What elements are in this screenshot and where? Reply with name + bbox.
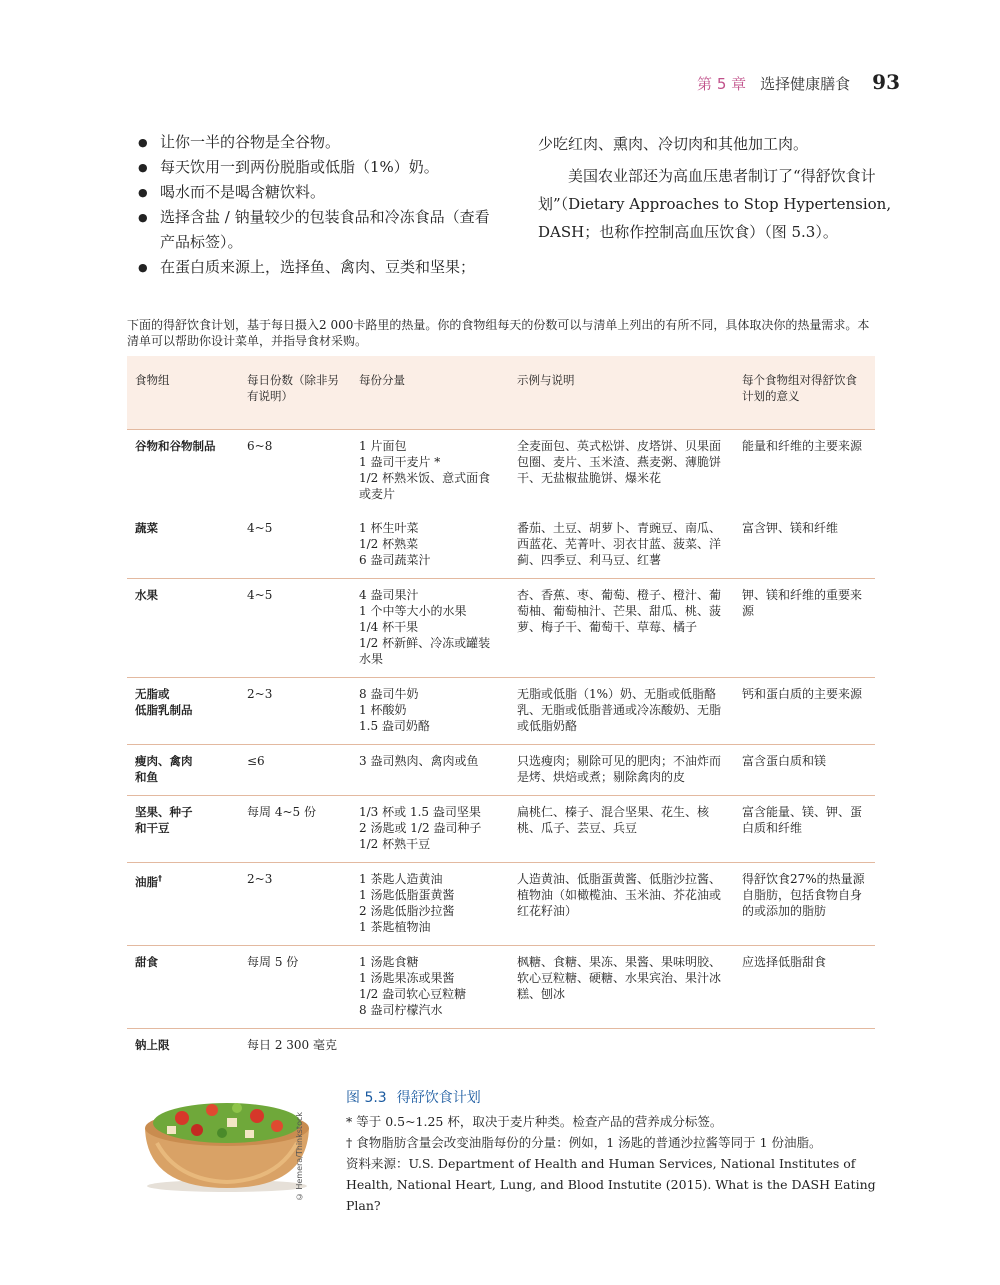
list-item: ● 每天饮用一到两份脱脂或低脂（1%）奶。 xyxy=(138,155,498,180)
food-group-cell xyxy=(127,745,239,796)
cell-line: 富含钾、镁和纤维 xyxy=(742,521,839,535)
cell-line: 8 盎司柠檬汽水 xyxy=(359,1003,443,1017)
cell-line: 油脂 xyxy=(135,874,158,889)
cell-line: 1 杯酸奶 xyxy=(359,703,407,717)
cell-line: 低脂乳制品 xyxy=(135,703,193,717)
serving-size-cell xyxy=(351,863,509,946)
column-header: 每日份数（除非另有说明） xyxy=(239,356,351,430)
serving-size-cell xyxy=(351,796,509,863)
table-row xyxy=(127,745,875,796)
examples-cell xyxy=(509,678,734,745)
cell-line: 全麦面包、英式松饼、皮塔饼、贝果面包圈、麦片、玉米渣、燕麦粥、薄脆饼干、无盐椒盐脆饼、爆米花 xyxy=(517,439,722,485)
table-row xyxy=(127,946,875,1029)
examples-cell xyxy=(509,579,734,678)
table-header-row xyxy=(127,356,875,430)
food-group-cell xyxy=(127,796,239,863)
cell-line: 扁桃仁、榛子、混合坚果、花生、核桃、瓜子、芸豆、兵豆 xyxy=(517,805,710,835)
cell-line: 坚果、种子 xyxy=(135,805,193,819)
page-header xyxy=(697,70,900,94)
cell-line: 1 茶匙植物油 xyxy=(359,920,431,934)
cell-line: 枫糖、食糖、果冻、果酱、果味明胶、软心豆粒糖、硬糖、水果宾治、果汁冰糕、刨冰 xyxy=(517,955,722,1001)
servings-cell xyxy=(239,579,351,678)
servings-cell xyxy=(239,946,351,1029)
right-column xyxy=(538,130,903,246)
paragraph: 少吃红肉、熏肉、冷切肉和其他加工肉。 xyxy=(538,135,809,153)
cell-line: 8 盎司牛奶 xyxy=(359,687,419,701)
cell-line: ≤6 xyxy=(247,754,265,768)
chapter-title: 选择健康膳食 xyxy=(760,75,851,93)
table-row xyxy=(127,512,875,579)
cell-line: 6 盎司蔬菜汁 xyxy=(359,553,431,567)
servings-cell xyxy=(239,796,351,863)
cell-line: 1/2 杯新鲜、冷冻或罐装水果 xyxy=(359,636,491,666)
significance-cell xyxy=(734,512,875,579)
serving-size-cell xyxy=(351,745,509,796)
food-group-cell xyxy=(127,579,239,678)
cell-line: 钙和蛋白质的主要来源 xyxy=(742,687,863,701)
food-group-cell xyxy=(127,1029,239,1064)
cell-line: 1/2 盎司软心豆粒糖 xyxy=(359,987,467,1001)
cell-line: 人造黄油、低脂蛋黄酱、低脂沙拉酱、植物油（如橄榄油、玉米油、芥花油或红花籽油） xyxy=(517,872,722,918)
food-group-cell xyxy=(127,863,239,946)
serving-size-cell xyxy=(351,946,509,1029)
cell-line: 1 汤匙果冻或果酱 xyxy=(359,971,455,985)
cell-line: 1/2 杯熟菜 xyxy=(359,537,419,551)
cell-line: 6~8 xyxy=(247,439,273,453)
cell-line: 每周 4~5 份 xyxy=(247,805,316,819)
list-item: ● 让你一半的谷物是全谷物。 xyxy=(138,130,498,155)
figure-title: 得舒饮食计划 xyxy=(396,1090,481,1106)
significance-cell xyxy=(734,1029,875,1064)
cell-line: 无脂或 xyxy=(135,687,170,701)
column-header: 示例与说明 xyxy=(509,356,734,430)
table-row xyxy=(127,678,875,745)
examples-cell xyxy=(509,430,734,513)
food-group-cell xyxy=(127,430,239,513)
cell-line: 2 汤匙或 1/2 盎司种子 xyxy=(359,821,482,835)
cell-line: 应选择低脂甜食 xyxy=(742,955,827,969)
column-header: 每个食物组对得舒饮食计划的意义 xyxy=(734,356,875,430)
footnote: * 等于 0.5~1.25 杯，取决于麦片种类。检查产品的营养成分标签。 xyxy=(346,1114,723,1129)
cell-line: 1.5 盎司奶酪 xyxy=(359,719,430,733)
significance-cell xyxy=(734,863,875,946)
left-column xyxy=(138,130,498,280)
figure-label: 图 5.3 xyxy=(346,1090,387,1106)
cell-line: 和鱼 xyxy=(135,770,158,784)
cell-line: 谷物和谷物制品 xyxy=(135,439,216,453)
servings-cell xyxy=(239,745,351,796)
significance-cell xyxy=(734,796,875,863)
examples-cell xyxy=(509,512,734,579)
examples-cell xyxy=(509,745,734,796)
photo-credit: © Hemera/Thinkstock xyxy=(295,1112,304,1202)
list-item: ● 喝水而不是喝含糖饮料。 xyxy=(138,180,498,205)
cell-line: 钠上限 xyxy=(135,1038,170,1052)
source-note: 资料来源：U.S. Department of Health and Human Services, National Institutes of Health, National Heart, Lung, and Blood Instutite (2015). What is the DASH Eating Plan? xyxy=(346,1156,876,1213)
cell-line: 甜食 xyxy=(135,955,158,969)
cell-line: 得舒饮食27%的热量源自脂肪，包括食物自身的或添加的脂肪 xyxy=(742,872,865,918)
cell-line: 富含蛋白质和镁 xyxy=(742,754,827,768)
bullet-list xyxy=(138,130,498,280)
page-number: 93 xyxy=(872,70,900,94)
significance-cell xyxy=(734,946,875,1029)
cell-line: 4~5 xyxy=(247,521,273,535)
servings-cell xyxy=(239,512,351,579)
cell-line: 4~5 xyxy=(247,588,273,602)
cell-line: 瘦肉、禽肉 xyxy=(135,754,193,768)
column-header: 每份分量 xyxy=(351,356,509,430)
food-group-cell xyxy=(127,678,239,745)
cell-line: 能量和纤维的主要来源 xyxy=(742,439,863,453)
cell-line: 1/3 杯或 1.5 盎司坚果 xyxy=(359,805,481,819)
serving-size-cell xyxy=(351,512,509,579)
cell-line: 水果 xyxy=(135,588,158,602)
examples-cell xyxy=(509,946,734,1029)
cell-line: 4 盎司果汁 xyxy=(359,588,419,602)
cell-line: 1/4 杯干果 xyxy=(359,620,419,634)
cell-line: 1/2 杯熟干豆 xyxy=(359,837,431,851)
servings-cell xyxy=(239,678,351,745)
cell-line: 1/2 杯熟米饭、意式面食或麦片 xyxy=(359,471,491,501)
cell-line: 1 个中等大小的水果 xyxy=(359,604,467,618)
serving-size-cell xyxy=(351,579,509,678)
cell-line: 1 茶匙人造黄油 xyxy=(359,872,443,886)
chapter-label: 第 5 章 xyxy=(697,75,747,93)
cell-line: 只选瘦肉；剔除可见的肥肉；不油炸而是烤、烘焙或煮；剔除禽肉的皮 xyxy=(517,754,722,784)
cell-line: 杏、香蕉、枣、葡萄、橙子、橙汁、葡萄柚、葡萄柚汁、芒果、甜瓜、桃、菠萝、梅子干、葡萄干、草莓、橘子 xyxy=(517,588,722,634)
cell-line: 1 盎司干麦片 * xyxy=(359,455,441,469)
examples-cell xyxy=(509,863,734,946)
significance-cell xyxy=(734,678,875,745)
table-row xyxy=(127,1029,875,1064)
significance-cell xyxy=(734,430,875,513)
footnote: † 食物脂肪含量会改变油脂每份的分量：例如，1 汤匙的普通沙拉酱等同于 1 份油脂。 xyxy=(346,1135,822,1150)
cell-line: 番茄、土豆、胡萝卜、青豌豆、南瓜、西蓝花、芜菁叶、羽衣甘蓝、菠菜、洋蓟、四季豆、利马豆、红薯 xyxy=(517,521,722,567)
table-row xyxy=(127,796,875,863)
examples-cell xyxy=(509,1029,734,1064)
serving-size-cell xyxy=(351,678,509,745)
cell-line: 钾、镁和纤维的重要来源 xyxy=(742,588,863,618)
cell-line: 3 盎司熟肉、禽肉或鱼 xyxy=(359,754,479,768)
list-item: ● 在蛋白质来源上，选择鱼、禽肉、豆类和坚果； xyxy=(138,255,498,280)
servings-cell xyxy=(239,1029,351,1064)
cell-line: 无脂或低脂（1%）奶、无脂或低脂酪乳、无脂或低脂普通或冷冻酸奶、无脂或低脂奶酪 xyxy=(517,687,722,733)
cell-line: 富含能量、镁、钾、蛋白质和纤维 xyxy=(742,805,863,835)
cell-line: 每周 5 份 xyxy=(247,955,299,969)
cell-line: 1 汤匙食糖 xyxy=(359,955,419,969)
serving-size-cell xyxy=(351,430,509,513)
table-row xyxy=(127,430,875,513)
servings-cell xyxy=(239,430,351,513)
cell-line: 蔬菜 xyxy=(135,521,158,535)
cell-line: 1 杯生叶菜 xyxy=(359,521,419,535)
table-intro: 下面的得舒饮食计划，基于每日摄入2 000卡路里的热量。你的食物组每天的份数可以与清单上列出的有所不同，具体取决你的热量需求。本清单可以帮助你设计菜单，并指导食材采购。 xyxy=(127,318,870,348)
column-header: 食物组 xyxy=(127,356,239,430)
table-body xyxy=(127,430,875,1064)
table-row xyxy=(127,579,875,678)
dash-table xyxy=(127,356,875,1063)
cell-line: 1 片面包 xyxy=(359,439,407,453)
serving-size-cell xyxy=(351,1029,509,1064)
servings-cell xyxy=(239,863,351,946)
significance-cell xyxy=(734,579,875,678)
cell-line: 1 汤匙低脂蛋黄酱 xyxy=(359,888,455,902)
examples-cell xyxy=(509,796,734,863)
table-row xyxy=(127,863,875,946)
cell-line: 2~3 xyxy=(247,872,273,886)
food-group-cell xyxy=(127,512,239,579)
cell-line: 和干豆 xyxy=(135,821,170,835)
footnote-mark: † xyxy=(158,874,162,883)
significance-cell xyxy=(734,745,875,796)
food-group-cell xyxy=(127,946,239,1029)
caption-title xyxy=(346,1088,906,1109)
paragraph: 美国农业部还为高血压患者制订了“得舒饮食计划”（Dietary Approaches to Stop Hypertension, DASH；也称作控制高血压饮食）（图 5.3）。 xyxy=(538,167,892,241)
cell-line: 每日 2 300 毫克 xyxy=(247,1038,337,1052)
cell-line: 2~3 xyxy=(247,687,273,701)
cell-line: 2 汤匙低脂沙拉酱 xyxy=(359,904,455,918)
figure-caption xyxy=(346,1088,906,1216)
list-item: ● 选择含盐 / 钠量较少的包装食品和冷冻食品（查看产品标签）。 xyxy=(138,205,498,255)
